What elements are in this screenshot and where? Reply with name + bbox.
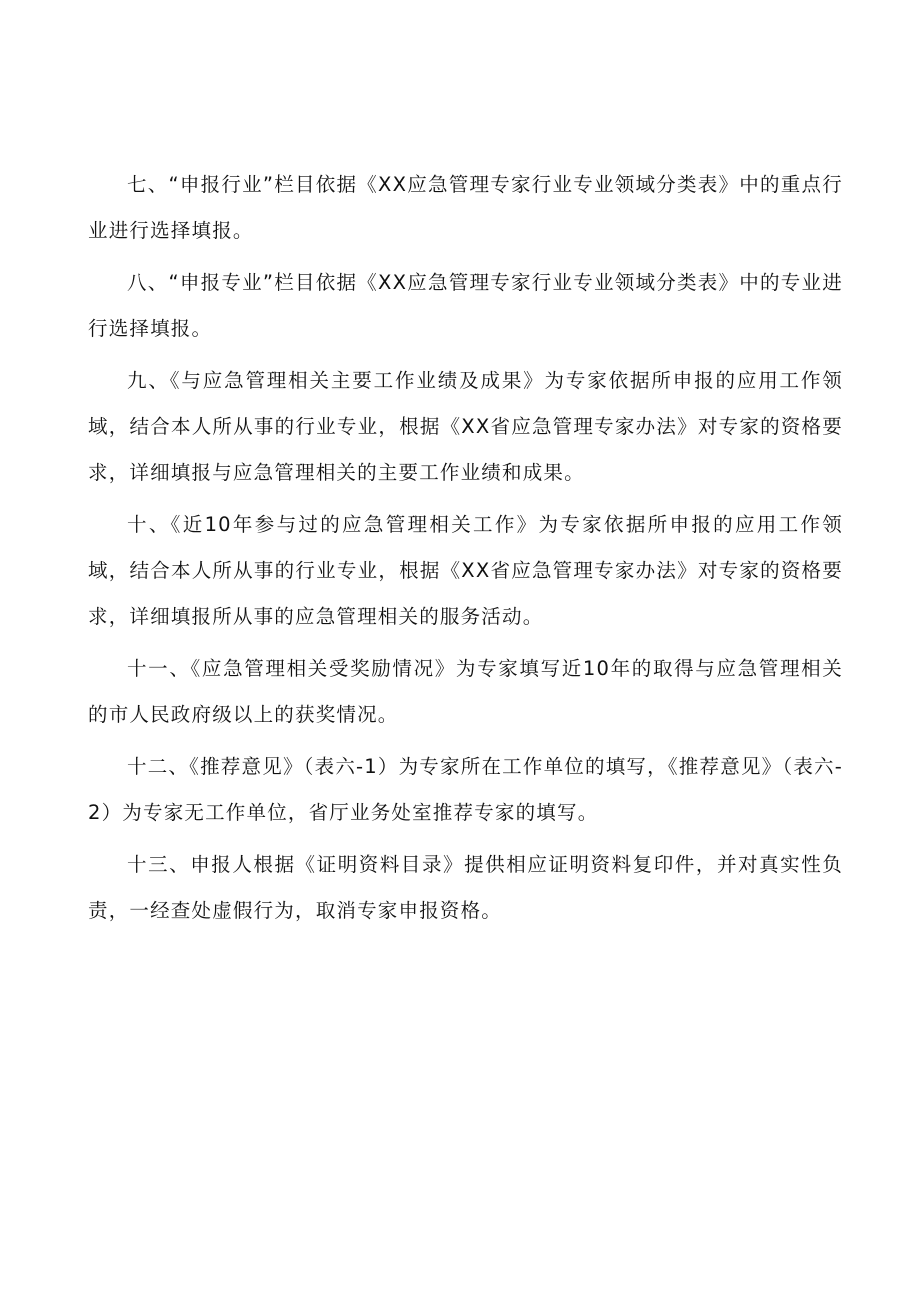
paragraph-13: 十三、申报人根据《证明资料目录》提供相应证明资料复印件，并对真实性负责，一经查处虚假行为，取消专家申报资格。 xyxy=(88,853,843,922)
paragraph-7: 七、“申报行业”栏目依据《XX应急管理专家行业专业领域分类表》中的重点行业进行选择填报。 xyxy=(88,173,843,242)
paragraph-10: 十、《近10年参与过的应急管理相关工作》为专家依据所申报的应用工作领域，结合本人所从事的行业专业，根据《XX省应急管理专家办法》对专家的资格要求，详细填报所从事的应急管理相关的服务活动。 xyxy=(88,513,843,628)
paragraph-12: 十二、《推荐意见》（表六-1）为专家所在工作单位的填写，《推荐意见》（表六-2）为专家无工作单位，省厅业务处室推荐专家的填写。 xyxy=(88,755,843,824)
document-body xyxy=(88,162,843,944)
paragraph-11: 十一、《应急管理相关受奖励情况》为专家填写近10年的取得与应急管理相关的市人民政府级以上的获奖情况。 xyxy=(88,657,843,726)
paragraph-8: 八、“申报专业”栏目依据《XX应急管理专家行业专业领域分类表》中的专业进行选择填报。 xyxy=(88,271,843,340)
paragraph-9: 九、《与应急管理相关主要工作业绩及成果》为专家依据所申报的应用工作领域，结合本人所从事的行业专业，根据《XX省应急管理专家办法》对专家的资格要求，详细填报与应急管理相关的主要工作业绩和成果。 xyxy=(88,369,843,484)
